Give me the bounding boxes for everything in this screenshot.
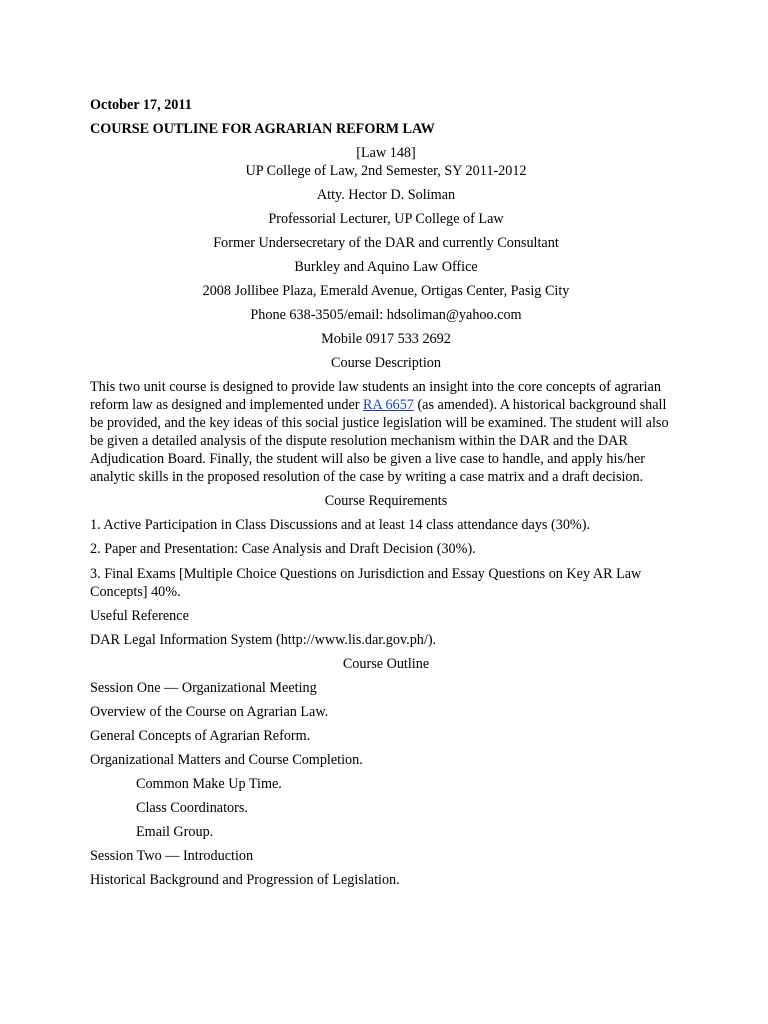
session-one-subitem-coordinators: Class Coordinators.	[136, 800, 248, 816]
outline-heading: Course Outline	[342, 656, 430, 672]
session-one-title: Session One — Organizational Meeting	[90, 680, 317, 696]
ra-6657-link[interactable]: RA 6657	[363, 397, 414, 413]
requirement-item-3: 3. Final Exams [Multiple Choice Questions on Jurisdiction and Essay Questions on Key AR Law Concepts] 40%.	[90, 566, 642, 600]
document-page	[90, 96, 682, 890]
description-heading: Course Description	[331, 355, 441, 371]
description-text-before-link: This two unit course is designed to provide law students an insight into the core concepts of agrarian reform law as designed and implemented under	[90, 379, 661, 413]
session-one-item-overview: Overview of the Course on Agrarian Law.	[90, 704, 329, 720]
instructor-former-role: Former Undersecretary of the DAR and currently Consultant	[213, 235, 559, 251]
document-title: COURSE OUTLINE FOR AGRARIAN REFORM LAW	[90, 121, 435, 137]
requirement-item-1: 1. Active Participation in Class Discussions and at least 14 class attendance days (30%).	[90, 517, 590, 533]
session-one-subitem-email: Email Group.	[136, 824, 214, 840]
course-semester: UP College of Law, 2nd Semester, SY 2011-2012	[245, 163, 527, 179]
requirement-item-2: 2. Paper and Presentation: Case Analysis and Draft Decision (30%).	[90, 541, 476, 557]
reference-heading: Useful Reference	[90, 608, 189, 624]
contact-mobile: Mobile 0917 533 2692	[321, 331, 451, 347]
reference-text: DAR Legal Information System (http://www.lis.dar.gov.ph/).	[90, 632, 437, 648]
instructor-name: Atty. Hector D. Soliman	[316, 187, 456, 203]
session-two-title: Session Two — Introduction	[90, 848, 254, 864]
session-one-item-concepts: General Concepts of Agrarian Reform.	[90, 728, 311, 744]
course-code: [Law 148]	[356, 145, 416, 161]
session-one-item-organizational: Organizational Matters and Course Completion.	[90, 752, 363, 768]
office-address: 2008 Jollibee Plaza, Emerald Avenue, Ortigas Center, Pasig City	[202, 283, 570, 299]
description-paragraph	[90, 378, 682, 486]
contact-phone-email: Phone 638-3505/email: hdsoliman@yahoo.com	[250, 307, 522, 323]
instructor-position: Professorial Lecturer, UP College of Law	[268, 211, 504, 227]
description-text-after-link: (as amended). A historical background shall be provided, and the key ideas of this social justice legislation will be examined. The student will also be given a detailed analysis of the dispute resolution mechanism within the DAR and the DAR Adjudication Board. Finally, the student will also be given a live case to handle, and apply his/her analytic skills in the proposed resolution of the case by writing a case matrix and a draft decision.	[90, 397, 669, 485]
session-two-item-history: Historical Background and Progression of Legislation.	[90, 872, 400, 888]
document-date: October 17, 2011	[90, 97, 192, 113]
instructor-office: Burkley and Aquino Law Office	[294, 259, 478, 275]
session-one-subitem-makeup: Common Make Up Time.	[136, 776, 282, 792]
requirements-heading: Course Requirements	[324, 493, 448, 509]
